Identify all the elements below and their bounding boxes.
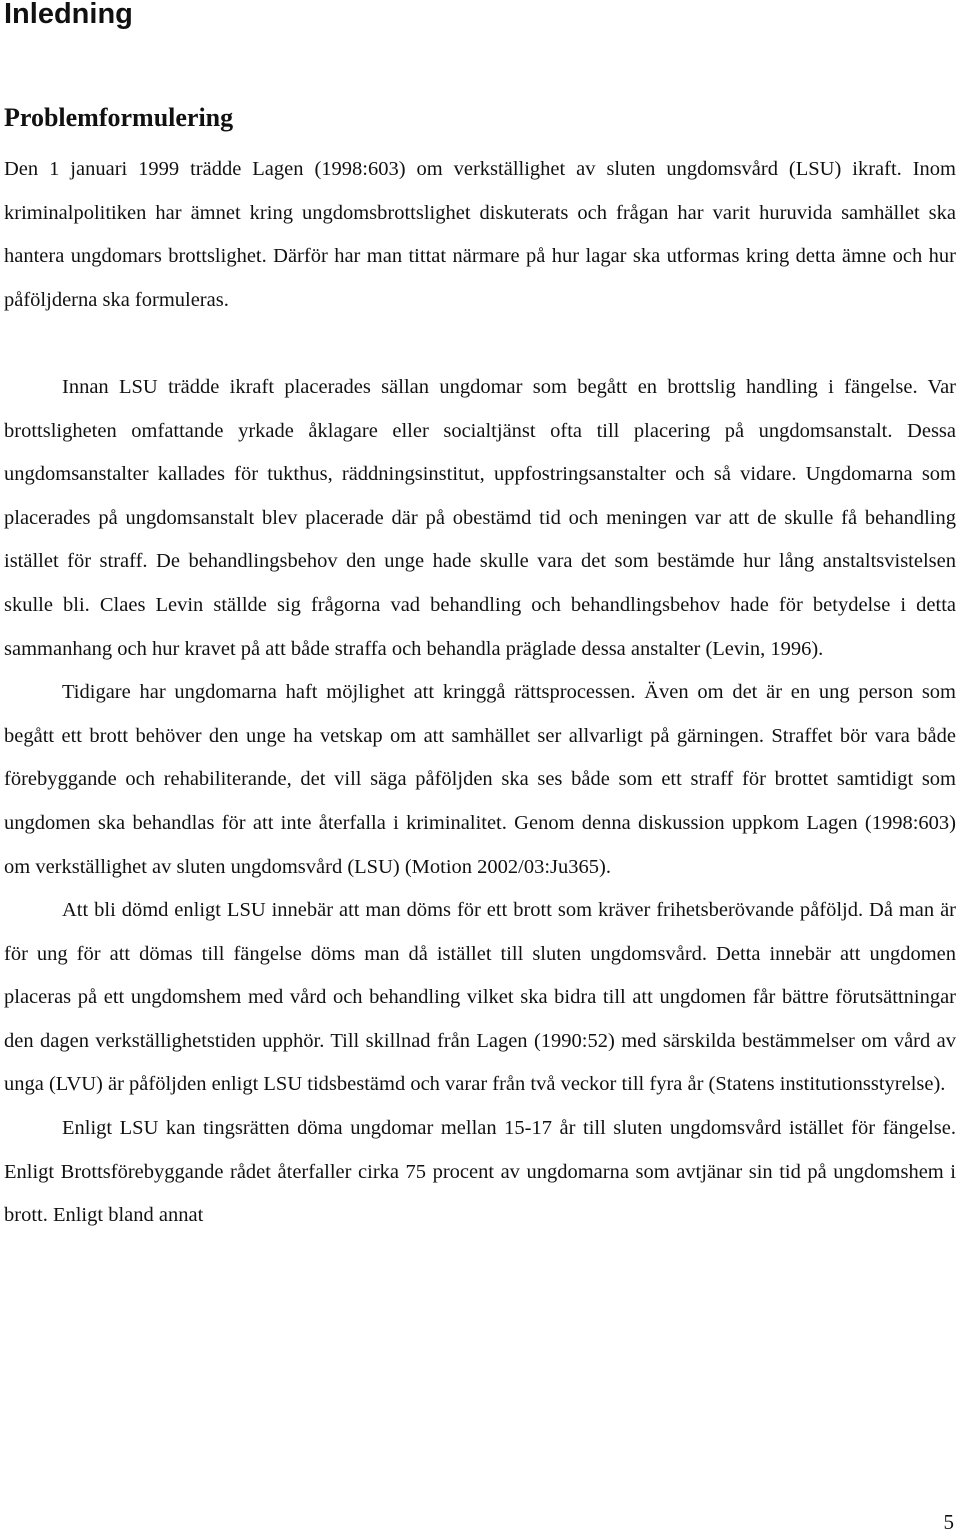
paragraph-2: Innan LSU trädde ikraft placerades sällan ungdomar som begått en brottslig handling i fängelse. Var brottsligheten omfattande yrkade åklagare eller socialtjänst ofta till placering på ungdomsanstalt. Dessa ungdomsanstalter kallades för tukthus, räddningsinstitut, uppfostringsanstalter och så vidare. Ungdomarna som placerades på ungdomsanstalt blev placerade där på obestämd tid och meningen var att de skulle få behandling istället för straff. De behandlingsbehov den unge hade skulle vara det som bestämde hur lång anstaltsvistelsen skulle bli. Claes Levin ställde sig frågorna vad behandling och behandlingsbehov hade för betydelse i detta sammanhang och hur kravet på att både straffa och behandla präglade dessa anstalter (Levin, 1996). [4,375,956,660]
chapter-title: Inledning [4,0,133,30]
page-number: 5 [943,1510,954,1534]
section-title: Problemformulering [4,103,234,132]
paragraph-1: Den 1 januari 1999 trädde Lagen (1998:603) om verkställighet av sluten ungdomsvård (LSU) ikraft. Inom kriminalpolitiken har ämnet kring ungdomsbrottslighet diskuterats och frågan har varit huruvida samhället ska hantera ungdomars brottslighet. Därför har man tittat närmare på hur lagar ska utformas kring detta ämne och hur påföljderna ska formuleras. [4,158,956,311]
paragraph-5: Enligt LSU kan tingsrätten döma ungdomar mellan 15-17 år till sluten ungdomsvård istället för fängelse. Enligt Brottsförebyggande rådet återfaller cirka 75 procent av ungdomarna som avtjänar sin tid på ungdomshem i brott. Enligt bland annat [4,1117,956,1227]
paragraph-4: Att bli dömd enligt LSU innebär att man döms för ett brott som kräver frihetsberövande påföljd. Då man är för ung för att dömas till fängelse döms man då istället till sluten ungdomsvård. Detta innebär att ungdomen placeras på ett ungdomshem med vård och behandling vilket ska bidra till att ungdomen får bättre förutsättningar den dagen verkställighetstiden upphör. Till skillnad från Lagen (1990:52) med särskilda bestämmelser om vård av unga (LVU) är påföljden enligt LSU tidsbestämd och varar från två veckor till fyra år (Statens institutionsstyrelse). [4,899,956,1096]
paragraph-3: Tidigare har ungdomarna haft möjlighet att kringgå rättsprocessen. Även om det är en ung person som begått ett brott behöver den unge ha vetskap om att samhället ser allvarligt på gärningen. Straffet bör vara både förebyggande och rehabiliterande, det vill säga påföljden ska ses både som ett straff för brottet samtidigt som ungdomen ska behandlas för att inte återfalla i kriminalitet. Genom denna diskussion uppkom Lagen (1998:603) om verkställighet av sluten ungdomsvård (LSU) (Motion 2002/03:Ju365). [4,681,956,878]
body-text [4,148,956,1238]
